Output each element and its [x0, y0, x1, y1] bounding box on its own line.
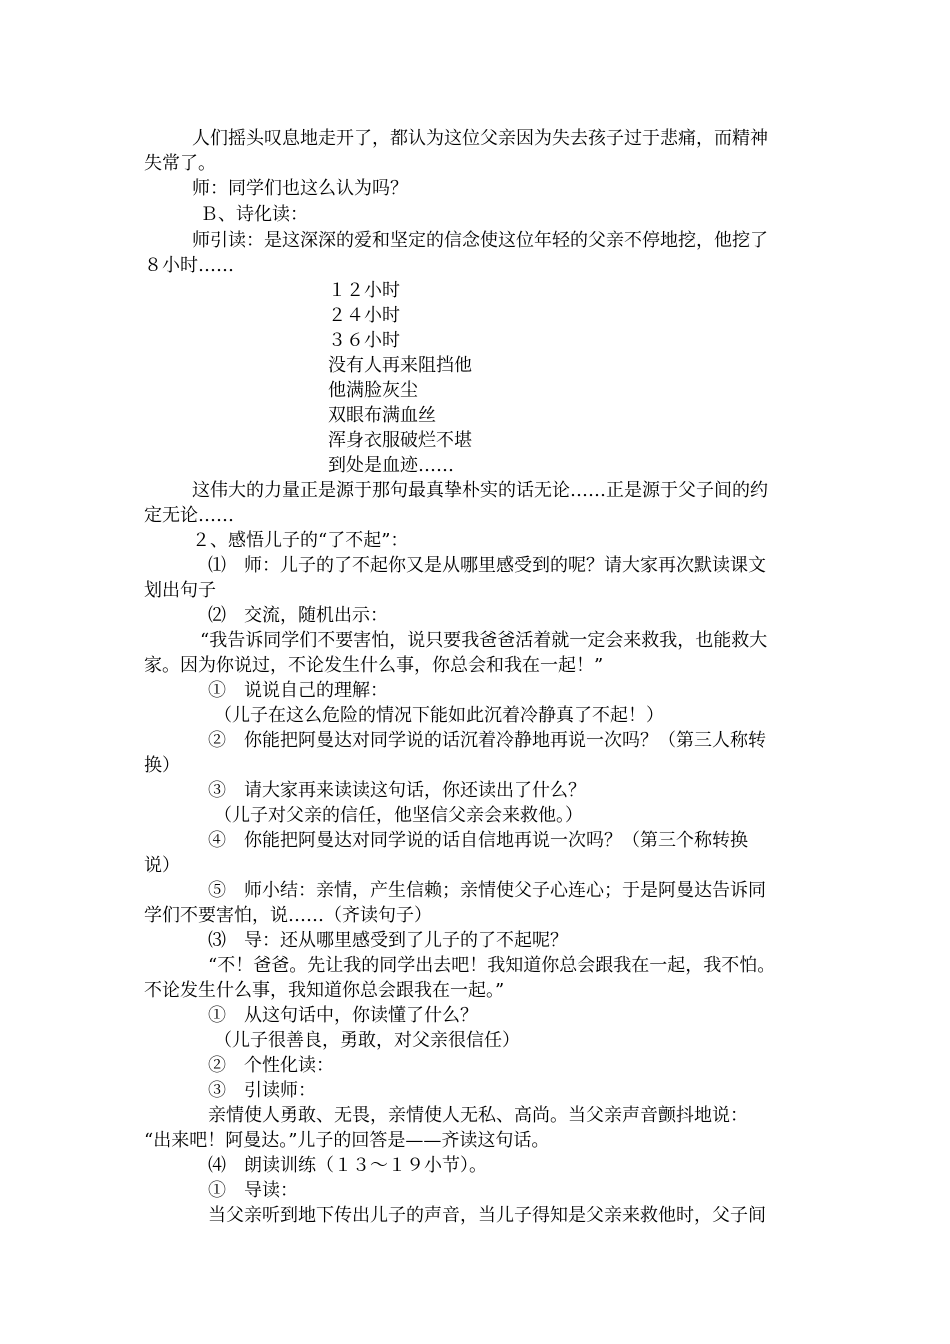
quote-line: 家。因为你说过，不论发生什么事，你总会和我在一起！” [144, 655, 604, 676]
section-heading: ２、感悟儿子的“了不起”： [192, 530, 409, 551]
text-line: 人们摇头叹息地走开了，都认为这位父亲因为失去孩子过于悲痛，而精神 [192, 128, 768, 149]
poem-line: ３６小时 [328, 330, 400, 351]
text-line: ④ 你能把阿曼达对同学说的话自信地再说一次吗？（第三个称转换 [208, 830, 748, 851]
poem-line: １２小时 [328, 280, 400, 301]
text-line: Ｂ、诗化读： [200, 204, 308, 225]
text-line: ⑤ 师小结：亲情，产生信赖；亲情使父子心连心；于是阿曼达告诉同 [208, 880, 766, 901]
text-line: ③ 引读师： [208, 1080, 316, 1101]
text-line: 定无论…… [144, 505, 234, 526]
text-line: ① 从这句话中，你读懂了什么？ [208, 1005, 478, 1026]
text-line: 这伟大的力量正是源于那句最真挚朴实的话无论……正是源于父子间的约 [192, 480, 768, 501]
text-line: ② 你能把阿曼达对同学说的话沉着冷静地再说一次吗？（第三人称转 [208, 730, 766, 751]
text-line: ８小时…… [144, 255, 234, 276]
text-line: 师：同学们也这么认为吗？ [192, 178, 408, 199]
text-line: 当父亲听到地下传出儿子的声音，当儿子得知是父亲来救他时，父子间 [208, 1205, 766, 1226]
quote-line: “我告诉同学们不要害怕，说只要我爸爸活着就一定会来救我，也能救大 [200, 630, 768, 651]
text-line: （儿子对父亲的信任，他坚信父亲会来救他。） [214, 805, 583, 826]
text-line: 划出句子 [144, 580, 216, 601]
poem-line: 到处是血迹…… [328, 455, 454, 476]
text-line: “出来吧！阿曼达。”儿子的回答是——齐读这句话。 [144, 1130, 550, 1151]
text-line: 亲情使人勇敢、无畏，亲情使人无私、高尚。当父亲声音颤抖地说： [208, 1105, 748, 1126]
text-line: ① 说说自己的理解： [208, 680, 388, 701]
text-line: ① 导读： [208, 1180, 298, 1201]
text-line: 说） [144, 855, 180, 876]
text-line: （儿子在这么危险的情况下能如此沉着冷静真了不起！） [214, 705, 664, 726]
text-line: ⑶ 导：还从哪里感受到了儿子的了不起呢？ [208, 930, 568, 951]
quote-line: 不论发生什么事，我知道你总会跟我在一起。” [144, 980, 505, 1001]
poem-line: 没有人再来阻挡他 [328, 355, 472, 376]
text-line: ⑴ 师：儿子的了不起你又是从哪里感受到的呢？请大家再次默读课文 [208, 555, 766, 576]
text-line: 换） [144, 755, 180, 776]
text-line: 学们不要害怕，说……（齐读句子） [144, 905, 432, 926]
poem-line: 双眼布满血丝 [328, 405, 436, 426]
text-line: ⑵ 交流，随机出示： [208, 605, 388, 626]
text-line: ② 个性化读： [208, 1055, 334, 1076]
quote-line: “不！爸爸。先让我的同学出去吧！我知道你总会跟我在一起，我不怕。 [208, 955, 776, 976]
poem-line: ２４小时 [328, 305, 400, 326]
text-line: 失常了。 [144, 153, 216, 174]
text-line: 师引读：是这深深的爱和坚定的信念使这位年轻的父亲不停地挖，他挖了 [192, 230, 768, 251]
text-line: ③ 请大家再来读读这句话，你还读出了什么？ [208, 780, 586, 801]
text-line: （儿子很善良，勇敢，对父亲很信任） [214, 1030, 520, 1051]
poem-line: 他满脸灰尘 [328, 380, 418, 401]
text-line: ⑷ 朗读训练（１３～１９小节）。 [208, 1155, 487, 1176]
poem-line: 浑身衣服破烂不堪 [328, 430, 472, 451]
